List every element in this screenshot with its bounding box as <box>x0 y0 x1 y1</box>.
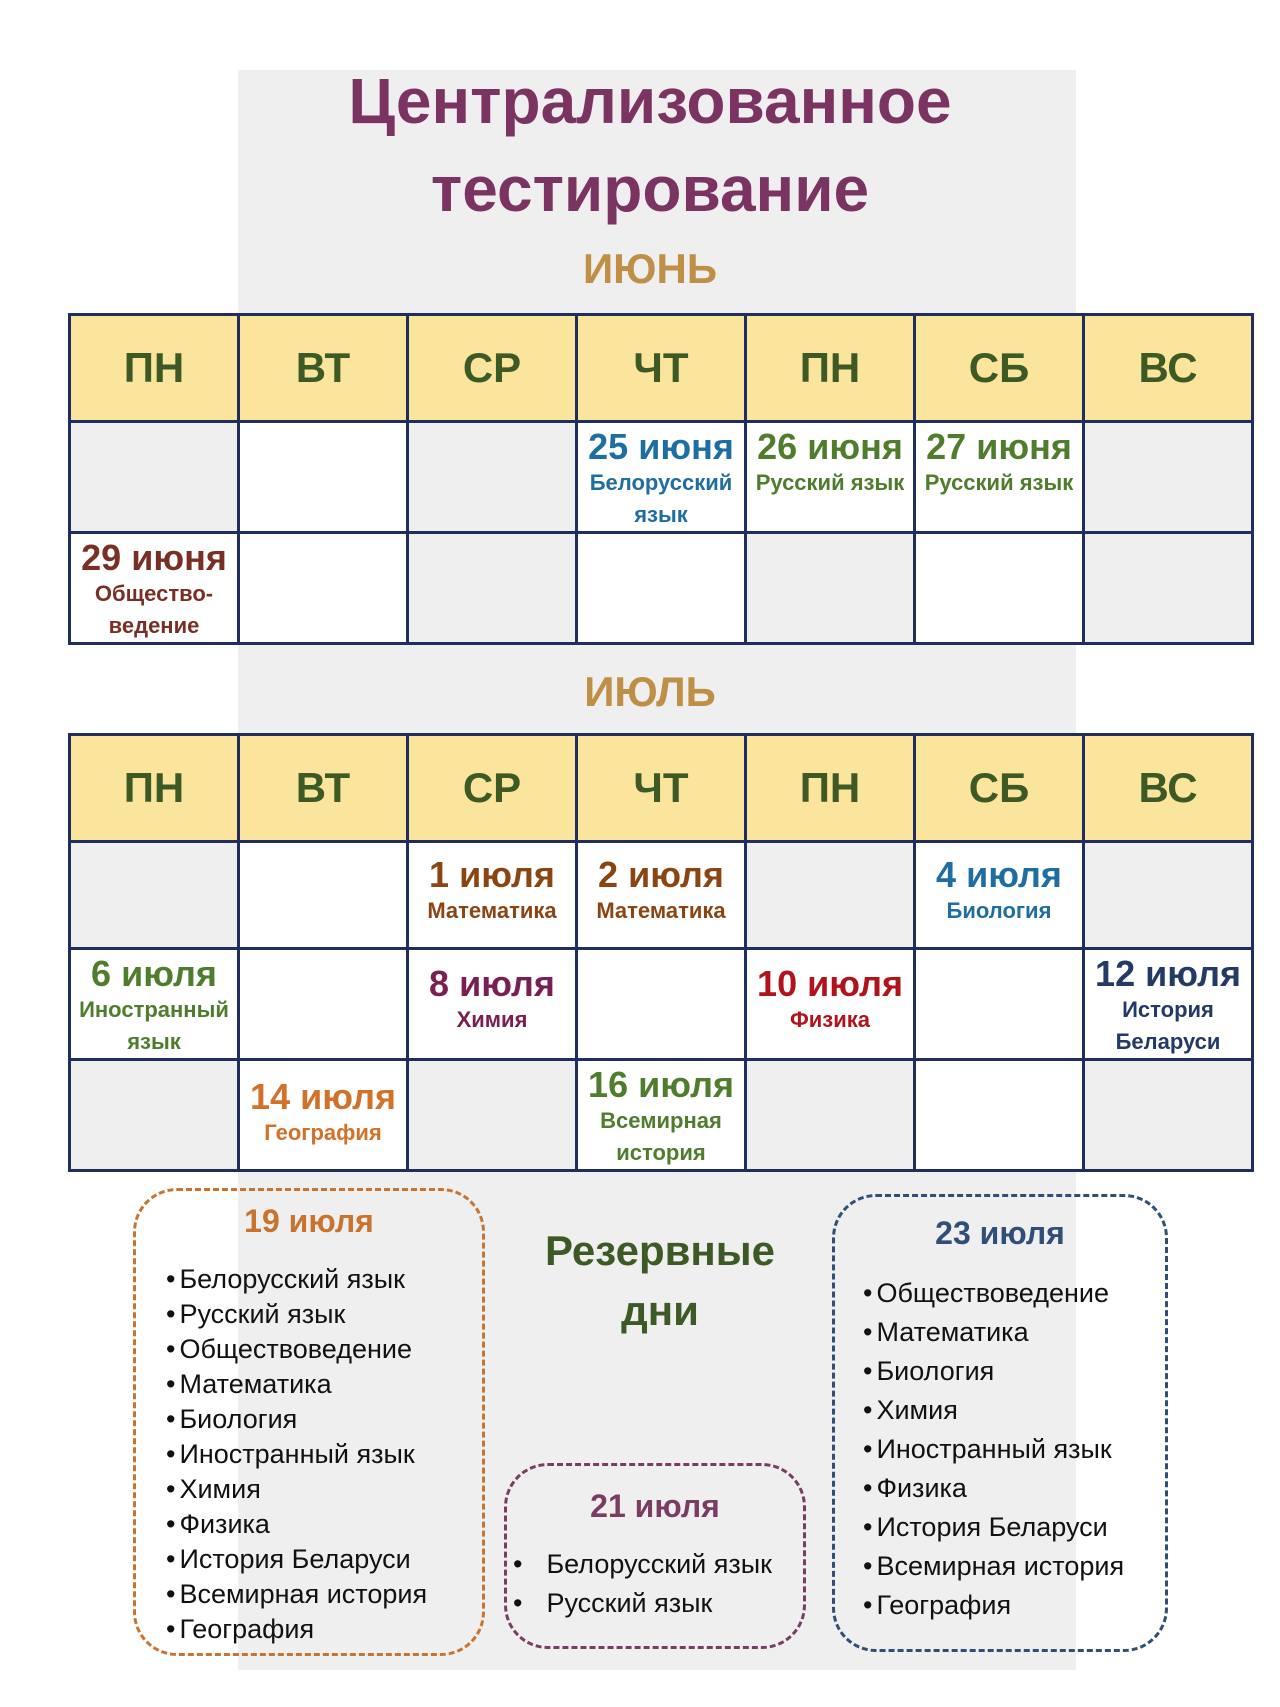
event-subject: Всемирная история <box>600 1108 722 1165</box>
bullet: • <box>166 1614 176 1644</box>
event-subject: География <box>264 1120 382 1145</box>
calendar-cell <box>746 1060 915 1171</box>
bullet: • <box>863 1434 873 1464</box>
list-item <box>863 1352 1165 1391</box>
calendar-cell <box>1084 422 1253 533</box>
reserve-date: 23 июля <box>935 1215 1065 1251</box>
calendar-cell <box>577 842 746 949</box>
event-subject: Математика <box>596 898 726 923</box>
list-item <box>166 1332 482 1367</box>
subject-text: Всемирная история <box>179 1579 428 1609</box>
event-date: 29 июня <box>81 537 227 578</box>
reserve-subject-list <box>507 1545 803 1623</box>
reserve-block-21 <box>504 1463 806 1649</box>
weekday-cell: ЧТ <box>577 315 746 422</box>
subject-text: Иностранный язык <box>179 1439 415 1469</box>
july-calendar <box>68 733 1254 1172</box>
calendar-cell <box>915 533 1084 644</box>
calendar-cell <box>1084 842 1253 949</box>
subject-text: Физика <box>876 1473 967 1503</box>
event-subject: Биология <box>946 898 1052 923</box>
list-item <box>166 1437 482 1472</box>
subject-text: География <box>179 1614 315 1644</box>
event-date: 10 июля <box>757 963 903 1004</box>
list-item <box>863 1430 1165 1469</box>
event-date: 6 июля <box>91 953 217 994</box>
bullet: • <box>513 1549 523 1579</box>
subject-text: Физика <box>179 1509 270 1539</box>
list-item <box>513 1584 803 1623</box>
weekday-cell: ВС <box>1084 735 1253 842</box>
weekday-cell: СБ <box>915 315 1084 422</box>
list-item <box>863 1391 1165 1430</box>
weekday-cell: СР <box>408 735 577 842</box>
bullet: • <box>166 1544 176 1574</box>
event-date: 14 июля <box>250 1076 396 1117</box>
weekday-cell: ВТ <box>239 735 408 842</box>
calendar-cell <box>1084 1060 1253 1171</box>
subject-text: Иностранный язык <box>876 1434 1112 1464</box>
month-june-heading: ИЮНЬ <box>582 245 718 292</box>
calendar-cell <box>915 949 1084 1060</box>
list-item <box>863 1547 1165 1586</box>
calendar-cell <box>577 533 746 644</box>
calendar-cell <box>70 1060 239 1171</box>
bullet: • <box>863 1590 873 1620</box>
weekday-cell: ПН <box>70 735 239 842</box>
july-week-row <box>70 842 1253 949</box>
list-item <box>166 1402 482 1437</box>
bullet: • <box>513 1588 523 1618</box>
event-date: 1 июля <box>429 854 555 895</box>
subject-text: Белорусский язык <box>179 1264 405 1294</box>
weekday-cell: ПН <box>746 735 915 842</box>
reserve-title-line2: дни <box>621 1287 699 1334</box>
subject-text: Биология <box>876 1356 995 1386</box>
weekday-cell: ВТ <box>239 315 408 422</box>
june-weekday-row <box>70 315 1253 422</box>
subject-text: Химия <box>876 1395 958 1425</box>
event-subject: Физика <box>789 1007 870 1032</box>
calendar-cell <box>239 422 408 533</box>
bullet: • <box>166 1579 176 1609</box>
list-item <box>863 1508 1165 1547</box>
calendar-cell <box>239 842 408 949</box>
bullet: • <box>166 1299 176 1329</box>
bullet: • <box>166 1334 176 1364</box>
bullet: • <box>166 1474 176 1504</box>
calendar-cell <box>577 949 746 1060</box>
subject-text: География <box>876 1590 1012 1620</box>
subject-text: Математика <box>179 1369 332 1399</box>
list-item <box>166 1262 482 1297</box>
event-date: 2 июля <box>598 854 724 895</box>
event-subject: Иностранный язык <box>79 997 229 1054</box>
event-date: 12 июля <box>1095 953 1241 994</box>
list-item <box>166 1612 482 1647</box>
list-item <box>166 1472 482 1507</box>
calendar-cell <box>915 422 1084 533</box>
calendar-cell <box>408 533 577 644</box>
list-item <box>863 1586 1165 1625</box>
event-date: 4 июля <box>936 854 1062 895</box>
calendar-cell <box>746 842 915 949</box>
subject-text: Обществоведение <box>179 1334 413 1364</box>
calendar-cell <box>239 1060 408 1171</box>
list-item <box>863 1313 1165 1352</box>
subject-text: Белорусский язык <box>546 1549 772 1579</box>
calendar-cell <box>239 533 408 644</box>
subject-text: Всемирная история <box>876 1551 1125 1581</box>
calendar-cell <box>1084 949 1253 1060</box>
calendar-cell <box>746 533 915 644</box>
subject-text: Русский язык <box>179 1299 346 1329</box>
event-date: 16 июля <box>588 1064 734 1105</box>
event-subject: Химия <box>456 1007 528 1032</box>
bullet: • <box>863 1356 873 1386</box>
list-item <box>863 1274 1165 1313</box>
bullet: • <box>166 1369 176 1399</box>
reserve-date: 21 июля <box>590 1488 720 1524</box>
bullet: • <box>166 1404 176 1434</box>
bullet: • <box>863 1278 873 1308</box>
bullet: • <box>166 1509 176 1539</box>
event-date: 8 июля <box>429 963 555 1004</box>
reserve-date: 19 июля <box>244 1203 374 1239</box>
event-date: 25 июня <box>588 426 734 467</box>
event-subject: Математика <box>427 898 557 923</box>
page-title-line1: Централизованное <box>348 65 952 137</box>
calendar-cell <box>239 949 408 1060</box>
event-date: 26 июня <box>757 426 903 467</box>
weekday-cell: ЧТ <box>577 735 746 842</box>
list-item <box>166 1542 482 1577</box>
bullet: • <box>863 1395 873 1425</box>
calendar-cell <box>746 422 915 533</box>
bullet: • <box>863 1473 873 1503</box>
reserve-block-19 <box>133 1188 485 1656</box>
calendar-cell <box>915 1060 1084 1171</box>
bullet: • <box>166 1439 176 1469</box>
subject-text: Биология <box>179 1404 298 1434</box>
weekday-cell: СР <box>408 315 577 422</box>
calendar-cell <box>70 422 239 533</box>
page-title-line2: тестирование <box>430 153 870 225</box>
july-week-row <box>70 949 1253 1060</box>
calendar-cell <box>408 1060 577 1171</box>
weekday-cell: ПН <box>70 315 239 422</box>
calendar-cell <box>746 949 915 1060</box>
event-date: 27 июня <box>926 426 1072 467</box>
calendar-cell <box>915 842 1084 949</box>
reserve-block-23 <box>832 1194 1168 1652</box>
calendar-cell <box>70 533 239 644</box>
bullet: • <box>863 1551 873 1581</box>
subject-text: Математика <box>876 1317 1029 1347</box>
calendar-cell <box>577 1060 746 1171</box>
calendar-cell <box>70 842 239 949</box>
june-calendar <box>68 313 1254 645</box>
june-week-row <box>70 422 1253 533</box>
list-item <box>166 1297 482 1332</box>
event-subject: Русский язык <box>924 470 1074 495</box>
reserve-subject-list <box>136 1262 482 1647</box>
subject-text: История Беларуси <box>179 1544 411 1574</box>
calendar-cell <box>408 422 577 533</box>
weekday-cell: ПН <box>746 315 915 422</box>
list-item <box>166 1507 482 1542</box>
subject-text: История Беларуси <box>876 1512 1108 1542</box>
weekday-cell: СБ <box>915 735 1084 842</box>
calendar-cell <box>408 949 577 1060</box>
subject-text: Обществоведение <box>876 1278 1110 1308</box>
calendar-cell <box>70 949 239 1060</box>
weekday-cell: ВС <box>1084 315 1253 422</box>
reserve-subject-list <box>835 1274 1165 1625</box>
subject-text: Химия <box>179 1474 261 1504</box>
list-item <box>863 1469 1165 1508</box>
calendar-cell <box>1084 533 1253 644</box>
list-item <box>166 1577 482 1612</box>
list-item <box>166 1367 482 1402</box>
calendar-cell <box>577 422 746 533</box>
event-subject: Русский язык <box>755 470 905 495</box>
subject-text: Русский язык <box>546 1588 713 1618</box>
calendar-cell <box>408 842 577 949</box>
event-subject: Белорусский язык <box>589 470 733 527</box>
list-item <box>513 1545 803 1584</box>
july-week-row <box>70 1060 1253 1171</box>
month-july-heading: ИЮЛЬ <box>584 668 716 715</box>
june-week-row <box>70 533 1253 644</box>
bullet: • <box>863 1512 873 1542</box>
event-subject: Общество-ведение <box>94 581 214 638</box>
july-weekday-row <box>70 735 1253 842</box>
event-subject: История Беларуси <box>1115 997 1221 1054</box>
bullet: • <box>863 1317 873 1347</box>
bullet: • <box>166 1264 176 1294</box>
reserve-title-line1: Резервные <box>544 1227 776 1274</box>
